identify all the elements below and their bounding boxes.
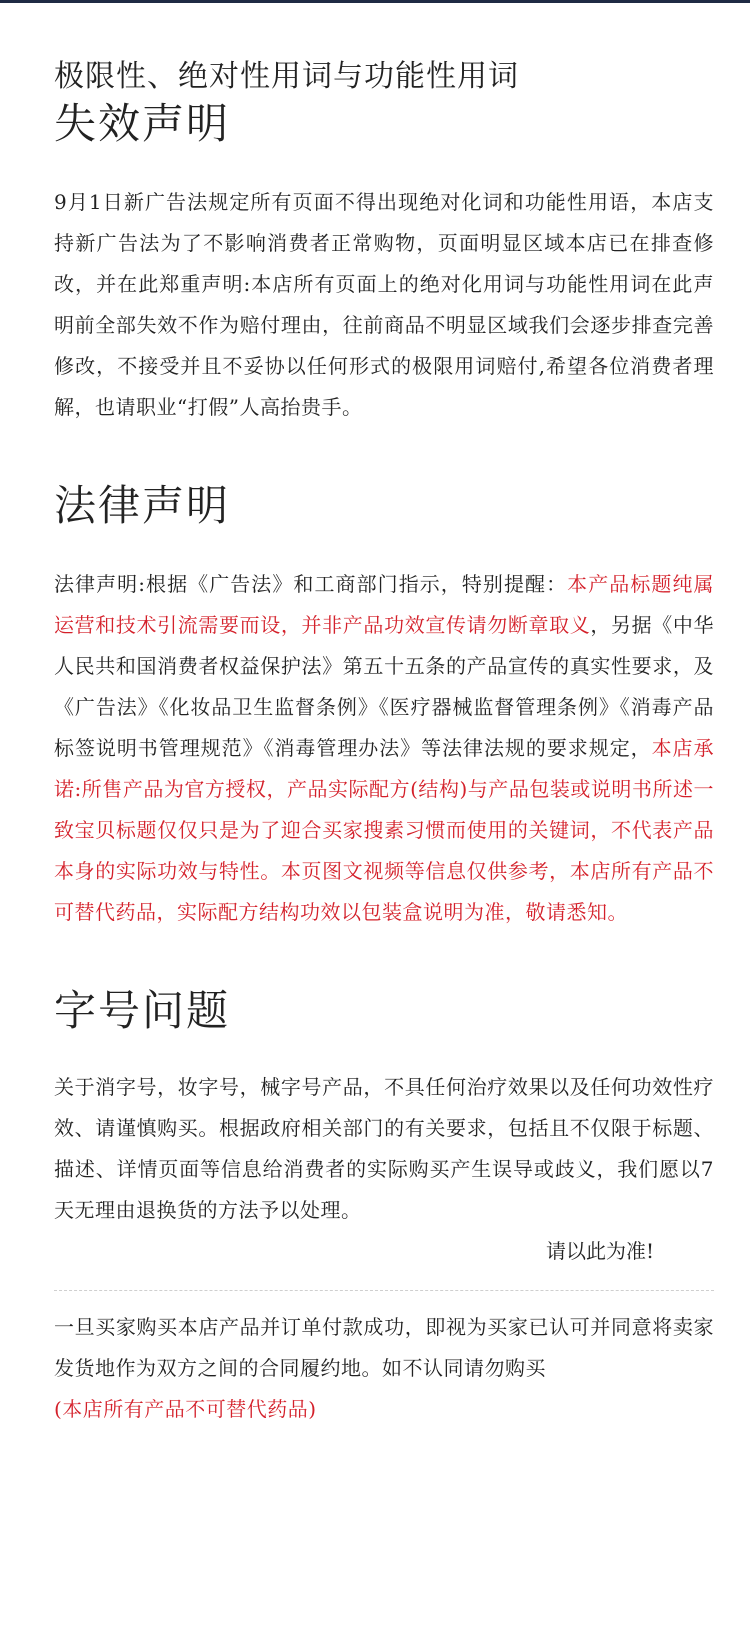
invalidation-title: 失效声明: [54, 99, 231, 148]
legal-middle: ，另据《中华人民共和国消费者权益保护法》第五十五条的产品宣传的真实性要求，及《广告法》《化妆品卫生监督条例》《医疗器械监督管理条例》《消毒产品标签说明书管理规范》《消毒管理办法》等法律法规的要求规定，: [54, 613, 715, 760]
contract-red-note: (本店所有产品不可替代药品): [54, 1397, 317, 1421]
invalidation-paragraph: 9月1日新广告法规定所有页面不得出现绝对化词和功能性用语，本店支持新广告法为了不影响消费者正常购物，页面明显区域本店已在排查修改，并在此郑重声明:本店所有页面上的绝对化用词与功能性用词在此声明前全部失效不作为赔付理由，往前商品不明显区域我们会逐步排查完善修改，不接受并且不妥协以任何形式的极限用词赔付,希望各位消费者理解，也请职业“打假”人高抬贵手。: [54, 190, 714, 419]
legal-red-notice-2: 本店承诺:所售产品为官方授权，产品实际配方(结构)与产品包装或说明书所述一致宝贝标题仅仅只是为了迎合买家搜素习惯而使用的关键词，不代表产品本身的实际功效与特性。本页图文视频等信息仅供参考，本店所有产品不可替代药品，实际配方结构功效以包装盒说明为准，敬请悉知。: [54, 736, 715, 924]
legal-paragraph: [54, 564, 714, 933]
statement-page: [54, 58, 714, 1430]
top-border-bar: [0, 0, 750, 3]
license-title: 字号问题: [54, 986, 231, 1035]
license-paragraph: 关于消字号，妆字号，械字号产品，不具任何治疗效果以及任何功效性疗效、请谨慎购买。根据政府相关部门的有关要求，包括且不仅限于标题、描述、详情页面等信息给消费者的实际购买产生误导或歧义，我们愿以7天无理由退换货的方法予以处理。: [54, 1075, 714, 1222]
dashed-divider: [54, 1290, 714, 1291]
contract-paragraph: [54, 1307, 714, 1430]
legal-red-notice-1: 本产品标题纯属运营和技术引流需要而设，并非产品功效宣传请勿断章取义: [54, 572, 714, 637]
header-subtitle: 极限性、绝对性用词与功能性用词: [54, 59, 519, 94]
legal-title: 法律声明: [54, 481, 231, 530]
license-signoff: 请以此为准!: [545, 1239, 654, 1263]
contract-text: 一旦买家购买本店产品并订单付款成功，即视为买家已认可并同意将卖家发货地作为双方之间的合同履约地。如不认同请勿购买: [54, 1315, 714, 1380]
legal-intro: 法律声明:根据《广告法》和工商部门指示，特别提醒：: [54, 572, 568, 596]
